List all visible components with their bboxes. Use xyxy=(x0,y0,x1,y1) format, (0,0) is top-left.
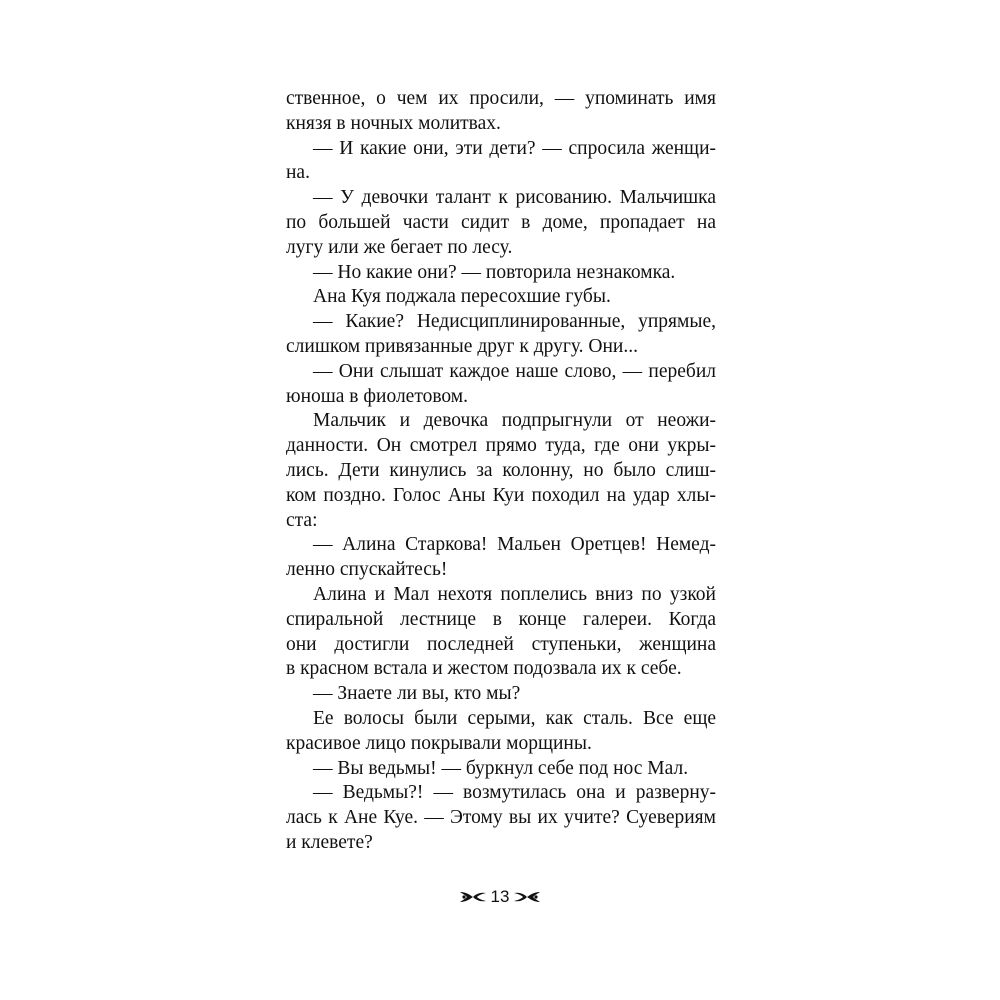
text-line: — Какие? Недисциплинированные, упрямые, xyxy=(313,311,716,333)
text-line: ста: xyxy=(286,509,318,531)
text-line: ственное, о чем их просили, — упоминать имя xyxy=(286,88,716,109)
text-line: Ее волосы были серыми, как сталь. Все еще xyxy=(313,707,716,729)
text-line: — И какие они, эти дети? — спросила женщи- xyxy=(313,137,716,159)
text-line: — Знаете ли вы, кто мы? xyxy=(313,683,521,705)
text-line: по большей части сидит в доме, пропадает на xyxy=(286,211,716,233)
text-line: — Вы ведьмы! — буркнул себе под нос Мал. xyxy=(313,757,689,779)
text-line: Алина и Мал нехотя поплелись вниз по узкой xyxy=(313,583,716,605)
text-line: слишком привязанные друг к другу. Они... xyxy=(286,335,638,357)
text-line: ленно спускайтесь! xyxy=(286,559,448,581)
page-footer xyxy=(0,885,1000,908)
text-line: Мальчик и девочка подпрыгнули от неожи- xyxy=(313,410,716,432)
text-line: спиральной лестнице в конце галереи. Когда xyxy=(286,608,716,630)
text-line: — Ведьмы?! — возмутилась она и разверну- xyxy=(313,782,716,804)
fleuron-right-icon xyxy=(512,889,542,905)
text-line: — Алина Старкова! Мальен Оретцев! Немед- xyxy=(313,534,716,556)
text-line: — Они слышат каждое наше слово, — перебил xyxy=(313,360,716,382)
text-line: на. xyxy=(286,162,310,184)
text-line: князя в ночных молитвах. xyxy=(286,112,501,134)
text-line: лугу или же бегает по лесу. xyxy=(286,236,513,258)
text-line: в красном встала и жестом подозвала их к себе. xyxy=(286,658,682,680)
text-line: лась к Ане Куе. — Этому вы их учите? Суевериям xyxy=(286,807,716,829)
page-number: 13 xyxy=(490,886,510,906)
text-line: — У девочки талант к рисованию. Мальчишка xyxy=(313,187,716,209)
text-line: и клевете? xyxy=(286,831,373,853)
text-line: данности. Он смотрел прямо туда, где они укры- xyxy=(286,435,716,457)
text-line: Ана Куя поджала пересохшие губы. xyxy=(313,286,611,308)
text-line: ком поздно. Голос Аны Куи походил на удар хлы- xyxy=(286,484,716,506)
text-line: — Но какие они? — повторила незнакомка. xyxy=(313,261,676,283)
book-page-text xyxy=(286,87,716,856)
text-line: юноша в фиолетовом. xyxy=(286,385,469,407)
text-line: они достигли последней ступеньки, женщина xyxy=(286,633,716,655)
fleuron-left-icon xyxy=(458,889,488,905)
text-line: красивое лицо покрывали морщины. xyxy=(286,732,592,754)
text-line: лись. Дети кинулись за колонну, но было слиш- xyxy=(286,459,716,481)
